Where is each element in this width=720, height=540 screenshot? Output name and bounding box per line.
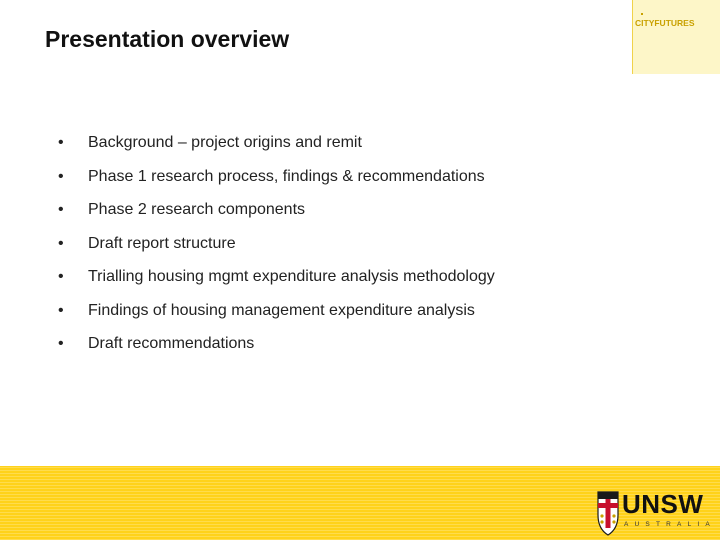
- city-futures-logo-icon: [635, 18, 719, 28]
- unsw-logo-subtitle: AUSTRALIA: [624, 521, 716, 528]
- bullet-text: Background – project origins and remit: [88, 134, 362, 151]
- bullet-mark: •: [58, 134, 64, 151]
- bullet-mark: •: [58, 335, 64, 352]
- bullet-text: Trialling housing mgmt expenditure analysis methodology: [88, 268, 495, 285]
- bullet-mark: •: [58, 301, 64, 319]
- bullet-mark: •: [58, 201, 64, 218]
- bullet-text: Phase 1 research process, findings & recommendations: [88, 167, 485, 185]
- city-futures-logo-text: CITYFUTURES: [635, 18, 695, 28]
- bullet-text: Draft report structure: [88, 234, 236, 252]
- logo-divider: [632, 0, 633, 74]
- page-title: Presentation overview: [45, 26, 290, 52]
- bullet-mark: •: [58, 234, 64, 252]
- bullet-mark: •: [58, 268, 64, 285]
- bullet-text: Draft recommendations: [88, 335, 255, 352]
- logo-dot: [641, 13, 643, 15]
- bullet-mark: •: [58, 167, 64, 185]
- bullet-text: Phase 2 research components: [88, 201, 306, 218]
- bullet-text: Findings of housing management expenditure analysis: [88, 301, 475, 319]
- unsw-logo-text: UNSW: [622, 489, 704, 519]
- city-futures-logo: [632, 0, 720, 74]
